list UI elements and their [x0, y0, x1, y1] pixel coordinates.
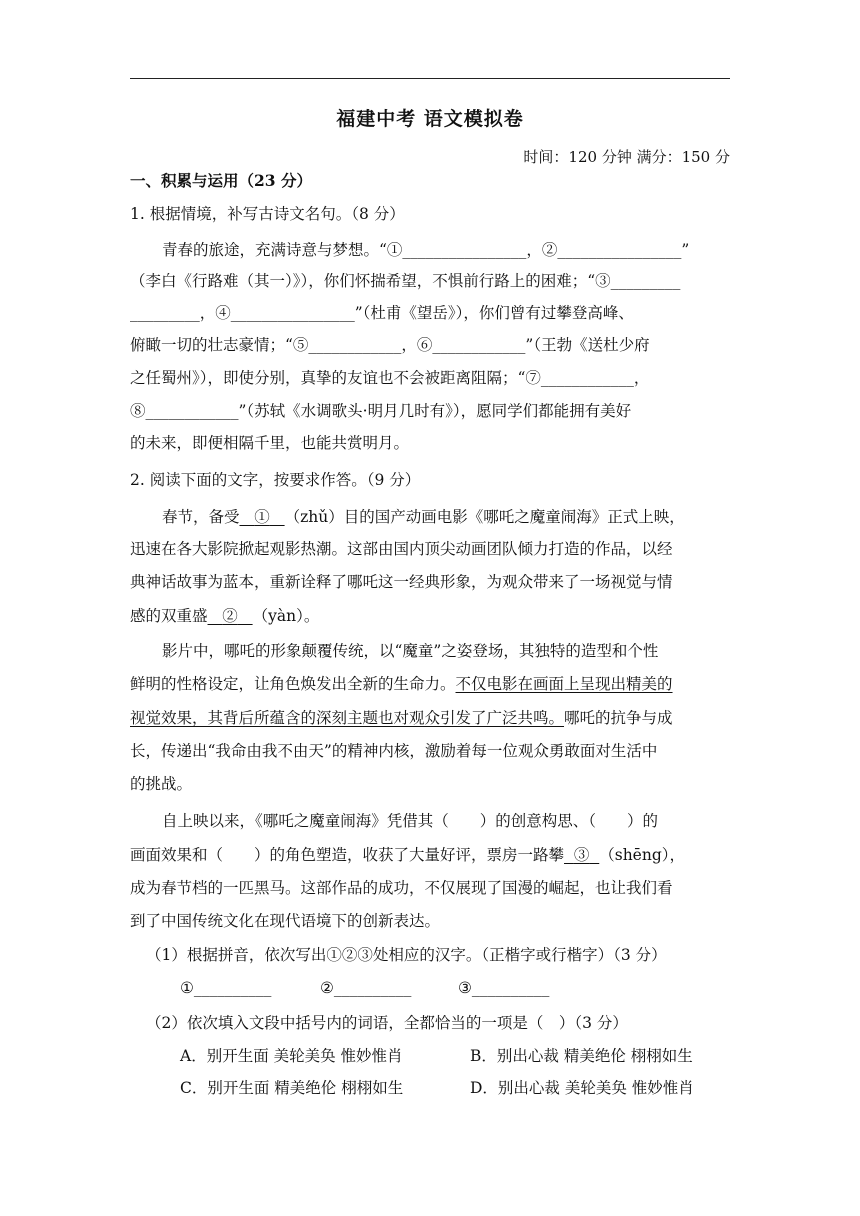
- answer-blank-3[interactable]: ③__________: [458, 979, 550, 997]
- sub1-stem: （1）根据拼音，依次写出①②③处相应的汉字。（正楷字或行楷字）（3 分）: [146, 946, 667, 964]
- q2-p1-line: [162, 506, 730, 528]
- sub2-stem: （2）依次填入文段中括号内的词语，全都恰当的一项是（ ）（3 分）: [146, 1014, 628, 1032]
- q2-p2-line: 长，传递出“我命由我不由天”的精神内核，激励着每一位观众勇敢面对生活中: [130, 742, 658, 760]
- page-title: 福建中考 语文模拟卷: [336, 108, 524, 130]
- blank-marker: ①: [254, 508, 270, 526]
- answer-blank-2[interactable]: ②__________: [320, 979, 412, 997]
- q1-line: 之任蜀州》），即使分别，真挚的友谊也不会被距离阻隔；“⑦____________，: [130, 369, 650, 387]
- q1-line: _________，④________________”（杜甫《望岳》），你们曾有过攀登高峰、: [130, 304, 634, 322]
- header-rule: [130, 78, 730, 79]
- underlined-sentence: 不仅电影在画面上呈现出精美的: [455, 675, 673, 693]
- q2-p2-line: 影片中，哪吒的形象颠覆传统，以“魔童”之姿登场，其独特的造型和个性: [162, 642, 659, 660]
- q2-p3-line: 成为春节档的一匹黑马。这部作品的成功，不仅展现了国漫的崛起，也让我们看: [130, 879, 673, 897]
- exam-meta: 时间：120 分钟 满分：150 分: [523, 148, 730, 166]
- answer-blank-1[interactable]: ①__________: [180, 979, 272, 997]
- text-run: 春节，备受: [162, 508, 240, 526]
- q2-p3-line: 自上映以来，《哪吒之魔童闹海》凭借其（ ）的创意构思、（ ）的: [162, 812, 659, 830]
- q2-p3-line: 到了中国传统文化在现代语境下的创新表达。: [130, 912, 441, 930]
- text-run: 感的双重盛: [130, 607, 208, 625]
- q1-stem: 1. 根据情境，补写古诗文名句。（8 分）: [130, 205, 405, 223]
- q1-line: 青春的旅途，充满诗意与梦想。“①________________，②________________”: [162, 241, 690, 259]
- q2-p2-line: 的挑战。: [130, 775, 193, 793]
- underlined-sentence: 视觉效果，其背后所蕴含的深刻主题也对观众引发了广泛共鸣。: [130, 709, 565, 727]
- q1-line: ⑧____________”（苏轼《水调歌头·明月几时有》），愿同学们都能拥有美好: [130, 402, 632, 420]
- option-d[interactable]: D．别出心裁 美轮美奂 惟妙惟肖: [470, 1079, 694, 1097]
- section-heading: 一、积累与运用（23 分）: [130, 171, 312, 190]
- option-a[interactable]: A．别开生面 美轮美奂 惟妙惟肖: [180, 1047, 403, 1065]
- q2-p1-line: 典神话故事为蓝本，重新诠释了哪吒这一经典形象，为观众带来了一场视觉与情: [130, 573, 673, 591]
- fill-blank-2: [208, 607, 253, 625]
- text-run: 鲜明的性格设定，让角色焕发出全新的生命力。: [130, 675, 456, 693]
- blank-marker: ③: [573, 846, 590, 864]
- q1-line: 俯瞰一切的壮志豪情；“⑤____________，⑥____________”（王勃《送杜少府: [130, 336, 650, 354]
- text-run: （yàn）。: [252, 607, 320, 625]
- text-run: 哪吒的抗争与成: [564, 709, 673, 727]
- option-c[interactable]: C．别开生面 精美绝伦 栩栩如生: [180, 1079, 404, 1097]
- option-b[interactable]: B．别出心裁 精美绝伦 栩栩如生: [470, 1047, 693, 1065]
- blank-marker: ②: [222, 607, 238, 625]
- fill-blank-1: [240, 508, 285, 526]
- text-run: （shēng），: [599, 846, 686, 864]
- q1-line: 的未来，即便相隔千里，也能共赏明月。: [130, 434, 410, 452]
- q2-p1-line: [130, 605, 730, 627]
- fill-blank-3: [564, 846, 599, 864]
- q1-line: （李白《行路难（其一）》），你们怀揣希望，不惧前行路上的困难；“③_________: [130, 272, 681, 290]
- q2-p3-line: [130, 844, 730, 866]
- q2-p1-line: 迅速在各大影院掀起观影热潮。这部由国内顶尖动画团队倾力打造的作品，以经: [130, 540, 673, 558]
- q2-stem: 2. 阅读下面的文字，按要求作答。（9 分）: [130, 471, 421, 489]
- q2-p2-line: [130, 707, 730, 729]
- q2-p2-line: [130, 673, 730, 695]
- text-run: 画面效果和（ ）的角色塑造，收获了大量好评，票房一路攀: [130, 846, 565, 864]
- text-run: （zhǔ）目的国产动画电影《哪吒之魔童闹海》正式上映，: [284, 508, 685, 526]
